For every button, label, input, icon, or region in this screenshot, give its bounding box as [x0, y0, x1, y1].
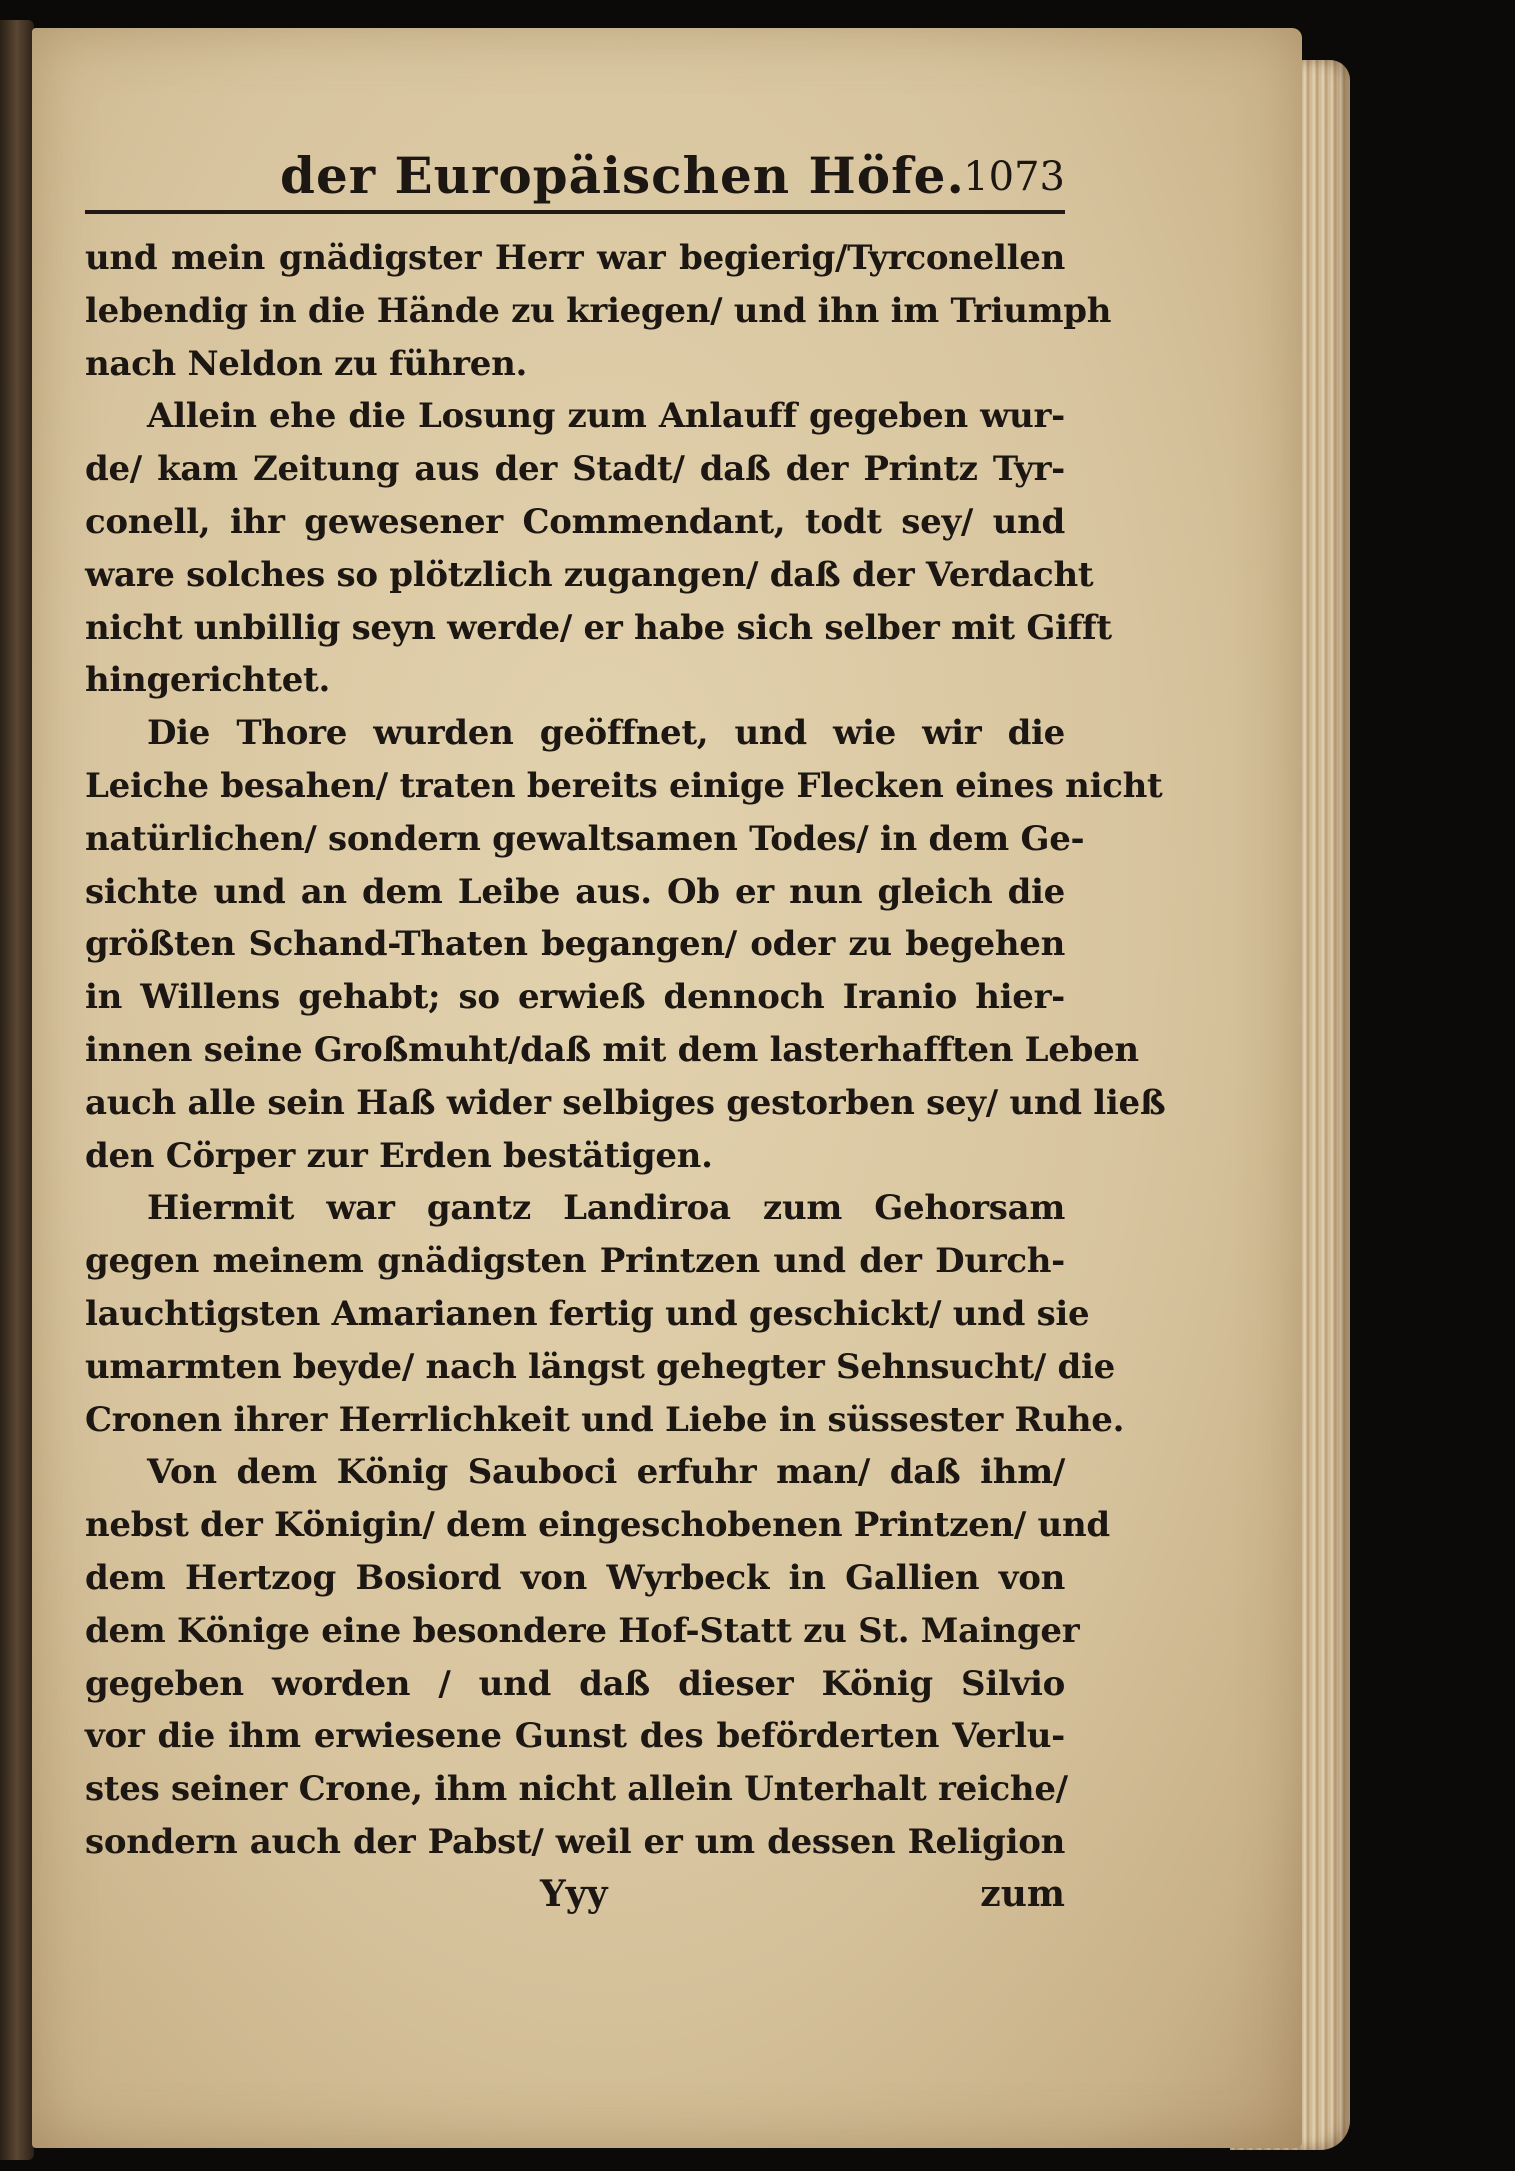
text-line: Von dem König Sauboci erfuhr man/ daß ihm/ [147, 1452, 1065, 1493]
text-line: gegen meinem gnädigsten Printzen und der Durch- [85, 1241, 1065, 1282]
text-line: auch alle sein Haß wider selbiges gestorben sey/ und ließ [85, 1082, 1166, 1123]
page-text-block [85, 140, 1166, 1929]
catchword: zum [980, 1872, 1065, 1915]
signature-mark: Yyy [540, 1872, 608, 1915]
text-line: und mein gnädigster Herr war begierig/Tyrconellen [85, 238, 1065, 278]
text-line: dem Hertzog Bosiord von Wyrbeck in Gallien von [85, 1557, 1065, 1598]
text-line: sondern auch der Pabst/ weil er um dessen Religion [85, 1821, 1065, 1862]
text-line: Hiermit war gantz Landiroa zum Gehorsam [147, 1188, 1065, 1229]
text-line: Leiche besahen/ traten bereits einige Flecken eines nicht [85, 765, 1163, 806]
text-line: stes seiner Crone, ihm nicht allein Unterhalt reiche/ [85, 1769, 1068, 1810]
text-line: hingerichtet. [85, 660, 330, 701]
text-line: in Willens gehabt; so erwieß dennoch Iranio hier- [85, 977, 1065, 1018]
text-line: umarmten beyde/ nach längst gehegter Sehnsucht/ die [85, 1346, 1115, 1387]
text-line: natürlichen/ sondern gewaltsamen Todes/ in dem Ge- [85, 818, 1085, 859]
text-line: innen seine Großmuht/daß mit dem lasterhafften Leben [85, 1029, 1139, 1070]
text-line: Cronen ihrer Herrlichkeit und Liebe in süssester Ruhe. [85, 1399, 1125, 1440]
text-line: lauchtigsten Amarianen fertig und geschickt/ und sie [85, 1293, 1090, 1334]
text-line: nicht unbillig seyn werde/ er habe sich selber mit Gifft [85, 607, 1112, 648]
page-footer [85, 1869, 1065, 1929]
text-line: Allein ehe die Losung zum Anlauff gegeben wur- [147, 396, 1065, 437]
text-line: sichte und an dem Leibe aus. Ob er nun gleich die [85, 871, 1065, 912]
text-line: lebendig in die Hände zu kriegen/ und ihn im Triumph [85, 290, 1112, 331]
text-line: de/ kam Zeitung aus der Stadt/ daß der Printz Tyr- [85, 449, 1065, 490]
text-line: größten Schand-Thaten begangen/ oder zu begehen [85, 924, 1065, 965]
text-line: conell, ihr gewesener Commendant, todt sey/ und [85, 501, 1065, 542]
text-line: nebst der Königin/ dem eingeschobenen Printzen/ und [85, 1505, 1110, 1546]
body-text [85, 232, 1166, 1869]
text-line: vor die ihm erwiesene Gunst des beförderten Verlu- [85, 1716, 1065, 1757]
page-header [85, 140, 1065, 214]
running-head: der Europäischen Höfe. [280, 146, 965, 205]
text-line: nach Neldon zu führen. [85, 343, 528, 384]
text-line: gegeben worden / und daß dieser König Silvio [85, 1663, 1065, 1704]
text-line: Die Thore wurden geöffnet, und wie wir die [147, 713, 1065, 754]
text-line: den Cörper zur Erden bestätigen. [85, 1135, 713, 1176]
text-line: ware solches so plötzlich zugangen/ daß der Verdacht [85, 554, 1094, 595]
page-number: 1073 [963, 154, 1065, 200]
previous-page-edge [0, 20, 34, 2160]
text-line: dem Könige eine besondere Hof-Statt zu St. Mainger [85, 1610, 1080, 1651]
